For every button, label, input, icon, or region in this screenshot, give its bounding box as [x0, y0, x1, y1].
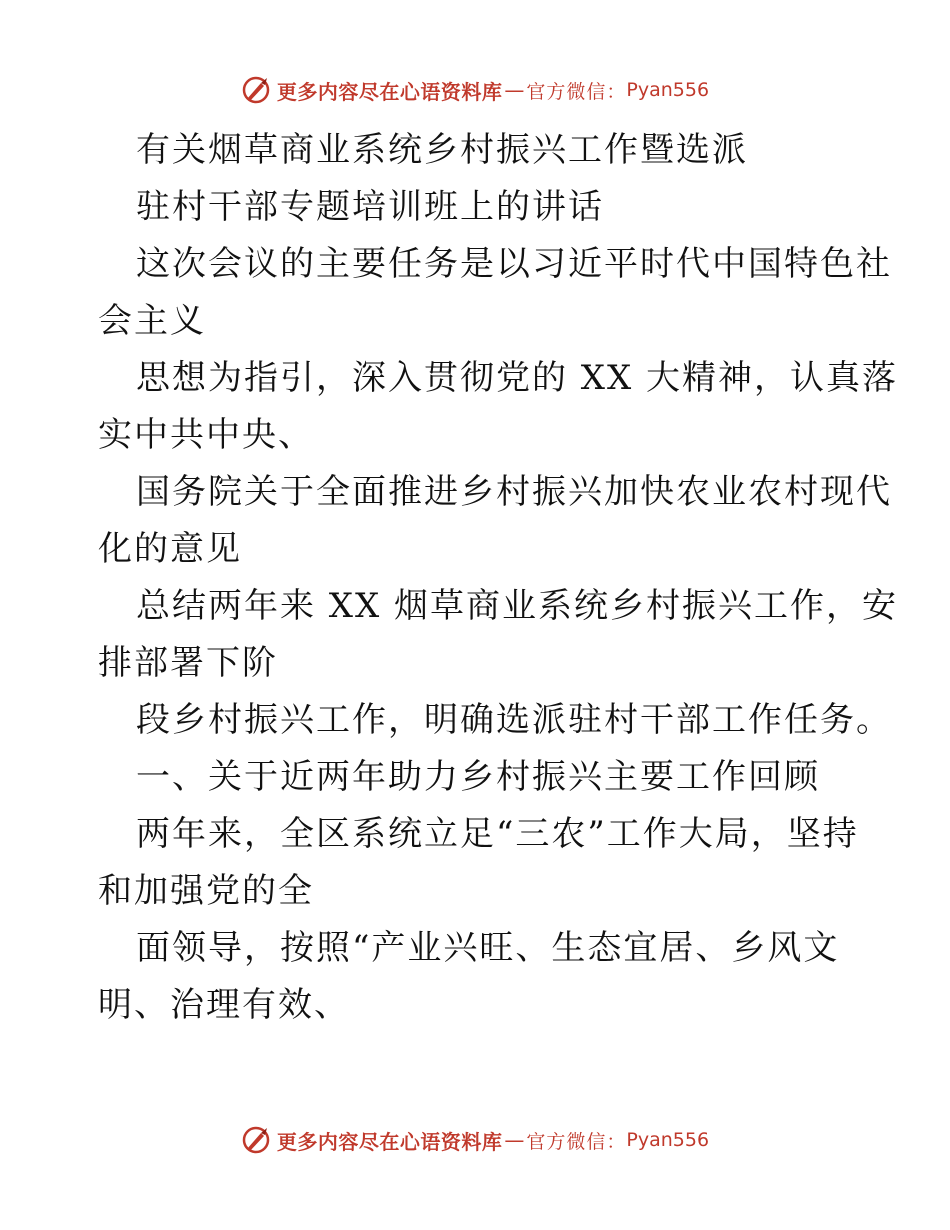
- paragraph-line: 排部署下阶: [98, 643, 278, 683]
- watermark-dash: —: [504, 78, 525, 102]
- title-line-1: 有关烟草商业系统乡村振兴工作暨选派: [136, 130, 748, 170]
- paragraph-line: 明、治理有效、: [98, 985, 350, 1025]
- quill-logo-icon: [241, 75, 271, 105]
- paragraph-line: 段乡村振兴工作，明确选派驻村干部工作任务。: [136, 700, 892, 740]
- watermark-sub-text: 官方微信：: [526, 80, 627, 103]
- watermark-main-text: 更多内容尽在心语资料库: [276, 1129, 503, 1154]
- paragraph-line: 总结两年来 XX 烟草商业系统乡村振兴工作，安: [136, 586, 899, 626]
- watermark-wechat-id: Pyan556: [626, 79, 710, 101]
- watermark-main-text: 更多内容尽在心语资料库: [276, 79, 503, 104]
- watermark-sub-text: 官方微信：: [526, 1130, 627, 1153]
- footer-watermark: [0, 1120, 950, 1160]
- paragraph-line: 会主义: [98, 301, 206, 341]
- section-heading: 一、关于近两年助力乡村振兴主要工作回顾: [136, 757, 820, 797]
- paragraph-line: 思想为指引，深入贯彻党的 XX 大精神，认真落: [136, 358, 899, 398]
- paragraph-line: 和加强党的全: [98, 871, 314, 911]
- paragraph-line: 这次会议的主要任务是以习近平时代中国特色社: [136, 244, 892, 284]
- paragraph-line: 实中共中央、: [98, 415, 314, 455]
- title-line-2: 驻村干部专题培训班上的讲话: [136, 187, 604, 227]
- watermark-dash: —: [504, 1128, 525, 1152]
- paragraph-line: 国务院关于全面推进乡村振兴加快农业农村现代: [136, 472, 892, 512]
- document-body: [98, 122, 899, 1034]
- paragraph-line: 两年来，全区系统立足“三农”工作大局，坚持: [136, 814, 859, 854]
- quill-logo-icon: [241, 1125, 271, 1155]
- paragraph-line: 化的意见: [98, 529, 242, 569]
- header-watermark: [0, 70, 950, 110]
- paragraph-line: 面领导，按照“产业兴旺、生态宜居、乡风文: [136, 928, 840, 968]
- watermark-wechat-id: Pyan556: [626, 1129, 710, 1151]
